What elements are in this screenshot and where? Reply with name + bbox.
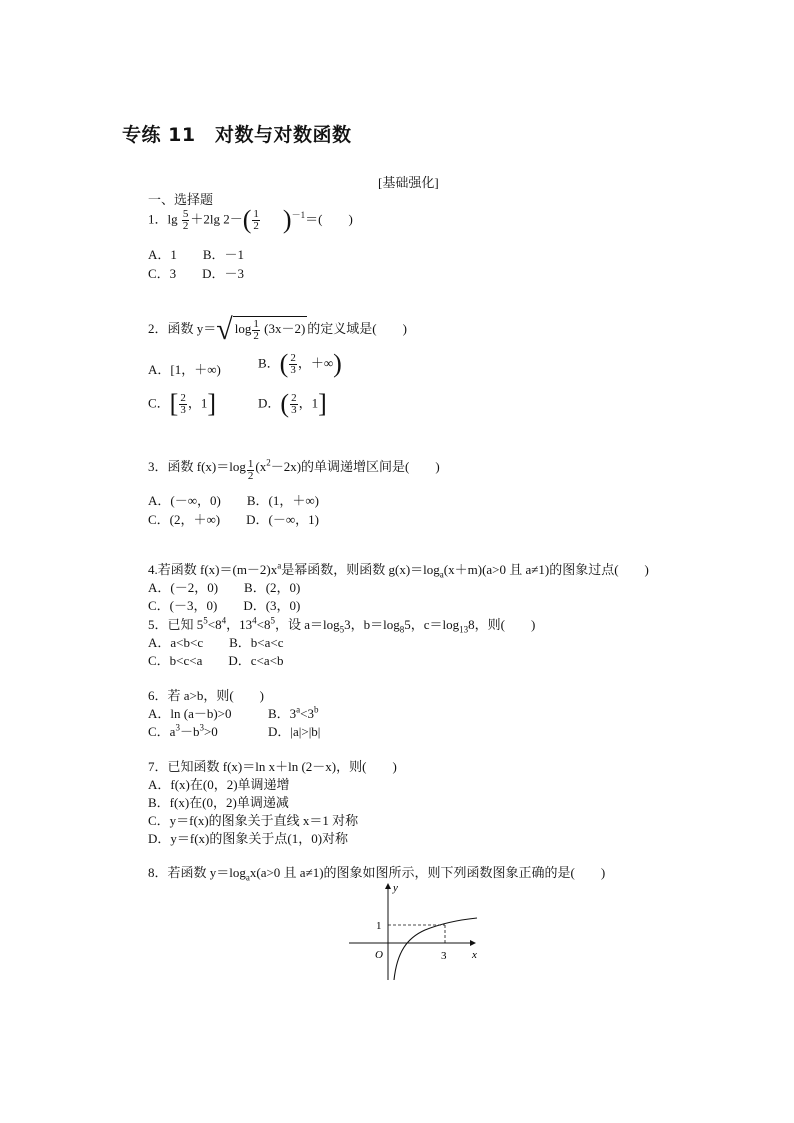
q2-log: log [234,321,252,336]
q2-opt-b-tail: ，＋∞ [297,355,334,371]
q6-opt-c-sup2: 3 [199,722,204,733]
q3-options-cd: C．(2，＋∞) D．(－∞，1) [148,512,319,527]
question-5-stem [148,617,535,633]
q5-options-ab: A．a<b<c B．b<a<c [148,635,284,650]
q2-prefix: 2．函数 y＝ [148,321,217,336]
q6-option-c [148,724,218,740]
q2-opt-b-num: 2 [290,352,296,364]
q5-text-e: ，设 a＝log [274,617,340,632]
q4-text-c: (x＋m)(a>0 且 a≠1)的图象过点( ) [443,562,649,577]
q6-opt-b-b: <3 [300,706,315,721]
q5-text-b: <8 [207,617,222,632]
question-3-stem [148,459,440,482]
q5-sup2: 4 [221,615,227,626]
q6-opt-b-a: B．3 [268,706,297,721]
q4-sup-a: a [277,560,282,571]
q8-text-a: 8．若函数 y＝log [148,865,246,880]
q2-opt-c-num: 2 [180,392,186,404]
q1-options-cd: C．3 D．－3 [148,266,245,281]
q4-options-ab: A．(－2，0) B．(2，0) [148,580,301,595]
q6-opt-c-a: C．a [148,724,176,739]
q7-option-a: A．f(x)在(0，2)单调递增 [148,777,290,792]
q5-sub1: 5 [339,624,345,635]
q3-prefix: 3．函数 f(x)＝log [148,459,246,474]
q1-left-paren: ( [242,205,252,235]
q1-mid: ＋2lg 2－ [190,211,243,227]
q2-opt-d-frac [290,393,298,416]
question-1-stem [148,205,353,235]
q2-opt-b-rparen: ) [333,349,342,379]
q5-text-f: 3，b＝log [344,617,400,632]
q1-paren-den: 2 [253,220,259,232]
q5-sub2: 8 [399,624,405,635]
q2-opt-c-frac [179,393,187,416]
q6-opt-b-sup1: a [296,704,301,715]
q2-opt-d-den: 3 [291,404,297,416]
q2-opt-d-rbracket: ] [318,389,327,419]
q2-base-num: 1 [253,318,259,330]
graph-x-label: x [472,949,477,961]
q2-opt-c-rbracket: ] [207,389,217,419]
q3-arg-tail: －2x)的单调递增区间是( ) [270,459,440,474]
question-6-stem: 6．若 a>b，则( ) [148,688,265,703]
q2-opt-d-lparen: ( [280,389,290,419]
q6-opt-b-sup2: b [314,704,319,715]
q2-opt-b-label: B． [258,355,280,371]
q1-frac-num: 5 [182,208,189,220]
q2-opt-b-frac [289,353,297,376]
q6-opt-c-c: >0 [203,724,218,739]
q5-sub3: 13 [459,624,469,635]
q6-option-a: A．ln (a－b)>0 [148,706,232,721]
graph-origin-label: O [375,949,383,961]
q2-opt-c-den: 3 [180,404,186,416]
section-label: [基础强化] [378,175,439,190]
graph-y-label: y [393,882,398,894]
graph-tick-y-label: 1 [376,920,382,932]
q2-radicand [233,316,308,342]
q1-paren-num: 1 [253,208,259,220]
q5-sup4: 5 [270,615,275,626]
log-graph-figure [345,880,490,985]
q4-text-b: 是幂函数，则函数 g(x)＝log [281,562,440,577]
q2-opt-c-tail: ，1 [187,395,208,411]
q3-base [247,459,255,482]
q3-base-num: 1 [247,458,254,470]
q2-option-a: A．[1，＋∞) [148,362,221,377]
q8-sub: a [245,872,250,883]
q2-opt-d-tail: ，1 [298,395,319,411]
q2-opt-d-num: 2 [291,392,297,404]
q1-prefix: 1．lg [148,211,178,227]
page-title: 专练 11 对数与对数函数 [122,124,352,146]
q2-option-d [258,389,327,419]
q5-sup1: 5 [203,615,208,626]
q4-sub-a: a [439,569,444,580]
q2-base-den: 2 [253,330,259,342]
q5-text-h: 8，则( ) [468,617,536,632]
q3-arg: (x [255,459,267,474]
q5-text-a: 5．已知 5 [148,617,204,632]
question-2-stem [148,313,407,347]
q3-base-den: 2 [247,470,254,482]
q5-text-c: ，13 [226,617,253,632]
q3-arg-sup: 2 [266,457,271,468]
q2-base [252,319,260,342]
q6-opt-c-sup1: 3 [175,722,180,733]
question-4-stem [148,562,649,578]
q8-text-b: x(a>0 且 a≠1)的图象如图所示，则下列函数图象正确的是( ) [249,865,606,880]
q5-text-d: <8 [256,617,271,632]
q2-opt-d-label: D． [258,395,281,411]
q7-option-d: D．y＝f(x)的图象关于点(1，0)对称 [148,831,349,846]
q7-option-b: B．f(x)在(0，2)单调递减 [148,795,289,810]
q1-exponent: －1 [291,210,306,221]
graph-tick-x-label: 3 [441,950,447,962]
q4-text-a: 4.若函数 f(x)＝(m－2)x [148,562,278,577]
q1-paren-fraction [252,209,260,232]
question-8-stem [148,865,605,881]
q6-option-d: D．|a|>|b| [268,724,321,739]
q2-opt-c-label: C． [148,395,170,411]
log-curve [394,918,477,980]
q5-text-g: 5，c＝log [404,617,460,632]
q1-tail: ＝( ) [305,211,353,227]
q2-opt-c-lbracket: [ [169,389,179,419]
part-heading: 一、选择题 [148,192,214,207]
q1-right-paren: ) [282,205,292,235]
q2-option-c [148,389,217,419]
q6-option-b [268,706,319,722]
q5-sup3: 4 [252,615,257,626]
question-7-stem: 7．已知函数 f(x)＝ln x＋ln (2－x)，则( ) [148,759,397,774]
q2-arg: (3x－2) [264,321,306,336]
q2-opt-b-lparen: ( [279,349,289,379]
q4-options-cd: C．(－3，0) D．(3，0) [148,598,301,613]
q2-opt-b-den: 3 [290,364,296,376]
q1-fraction [182,209,190,232]
sqrt-icon: √ [216,313,233,347]
q2-option-b [258,349,342,379]
q6-opt-c-b: －b [179,724,200,739]
q1-options-ab: A．1 B．－1 [148,247,245,262]
q7-option-c: C．y＝f(x)的图象关于直线 x＝1 对称 [148,813,359,828]
q1-frac-den: 2 [182,220,189,232]
q3-options-ab: A．(－∞，0) B．(1，＋∞) [148,493,319,508]
q5-options-cd: C．b<c<a D．c<a<b [148,653,284,668]
q2-tail: 的定义域是( ) [307,321,407,336]
